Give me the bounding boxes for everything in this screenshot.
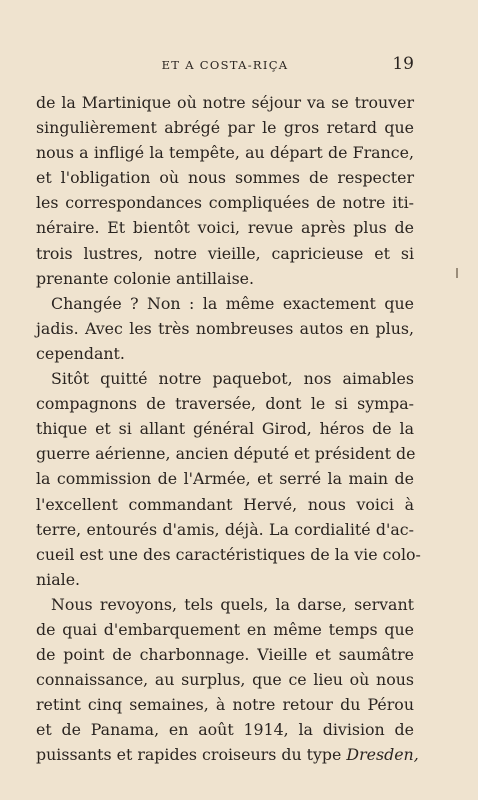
text-line: de quai d'embarquement en même temps que xyxy=(36,619,414,639)
running-title: ET A COSTA-RIÇA xyxy=(161,58,289,72)
text-line: compagnons de traversée, dont le si sympa- xyxy=(36,394,414,414)
text-line: guerre aérienne, ancien député et président de xyxy=(36,444,416,464)
text-line: trois lustres, notre vieille, capricieuse et si xyxy=(36,243,414,263)
text-line: cueil est une des caractéristiques de la vie colo- xyxy=(36,544,421,564)
text-line: nous a infligé la tempête, au départ de France, xyxy=(36,143,414,163)
ship-type-name: Dresden, xyxy=(346,745,419,765)
text-line: de point de charbonnage. Vieille et saumâtre xyxy=(36,645,414,665)
page-number: 19 xyxy=(392,54,414,74)
text-line: terre, entourés d'amis, déjà. La cordialité d'ac- xyxy=(36,519,414,539)
margin-mark xyxy=(456,268,458,278)
page-header xyxy=(36,54,414,78)
text-line xyxy=(36,742,419,767)
text-line: Nous revoyons, tels quels, la darse, servant xyxy=(51,594,414,614)
text-line: et de Panama, en août 1914, la division de xyxy=(36,720,414,740)
text-line: cependant. xyxy=(36,343,125,363)
text-line: singulièrement abrégé par le gros retard que xyxy=(36,118,414,138)
text-line: thique et si allant général Girod, héros de la xyxy=(36,419,414,439)
text-line: Changée ? Non : la même exactement que xyxy=(51,293,414,313)
text-line: et l'obligation où nous sommes de respecter xyxy=(36,168,414,188)
text-line: connaissance, au surplus, que ce lieu où nous xyxy=(36,670,414,690)
text-line: néraire. Et bientôt voici, revue après plus de xyxy=(36,218,414,238)
text-line: la commission de l'Armée, et serré la main de xyxy=(36,469,414,489)
body-text xyxy=(36,90,421,768)
text-line: de la Martinique où notre séjour va se trouver xyxy=(36,93,414,112)
text-line: l'excellent commandant Hervé, nous voici à xyxy=(36,494,414,514)
text-line: niale. xyxy=(36,569,81,589)
text-line: retint cinq semaines, à notre retour du Pérou xyxy=(36,695,414,715)
text-line: prenante colonie antillaise. xyxy=(36,268,255,288)
text-line-main: puissants et rapides croiseurs du type xyxy=(36,745,342,765)
text-line: les correspondances compliquées de notre iti- xyxy=(36,193,414,213)
text-line: jadis. Avec les très nombreuses autos en plus, xyxy=(36,318,414,338)
text-line: Sitôt quitté notre paquebot, nos aimables xyxy=(51,369,414,389)
